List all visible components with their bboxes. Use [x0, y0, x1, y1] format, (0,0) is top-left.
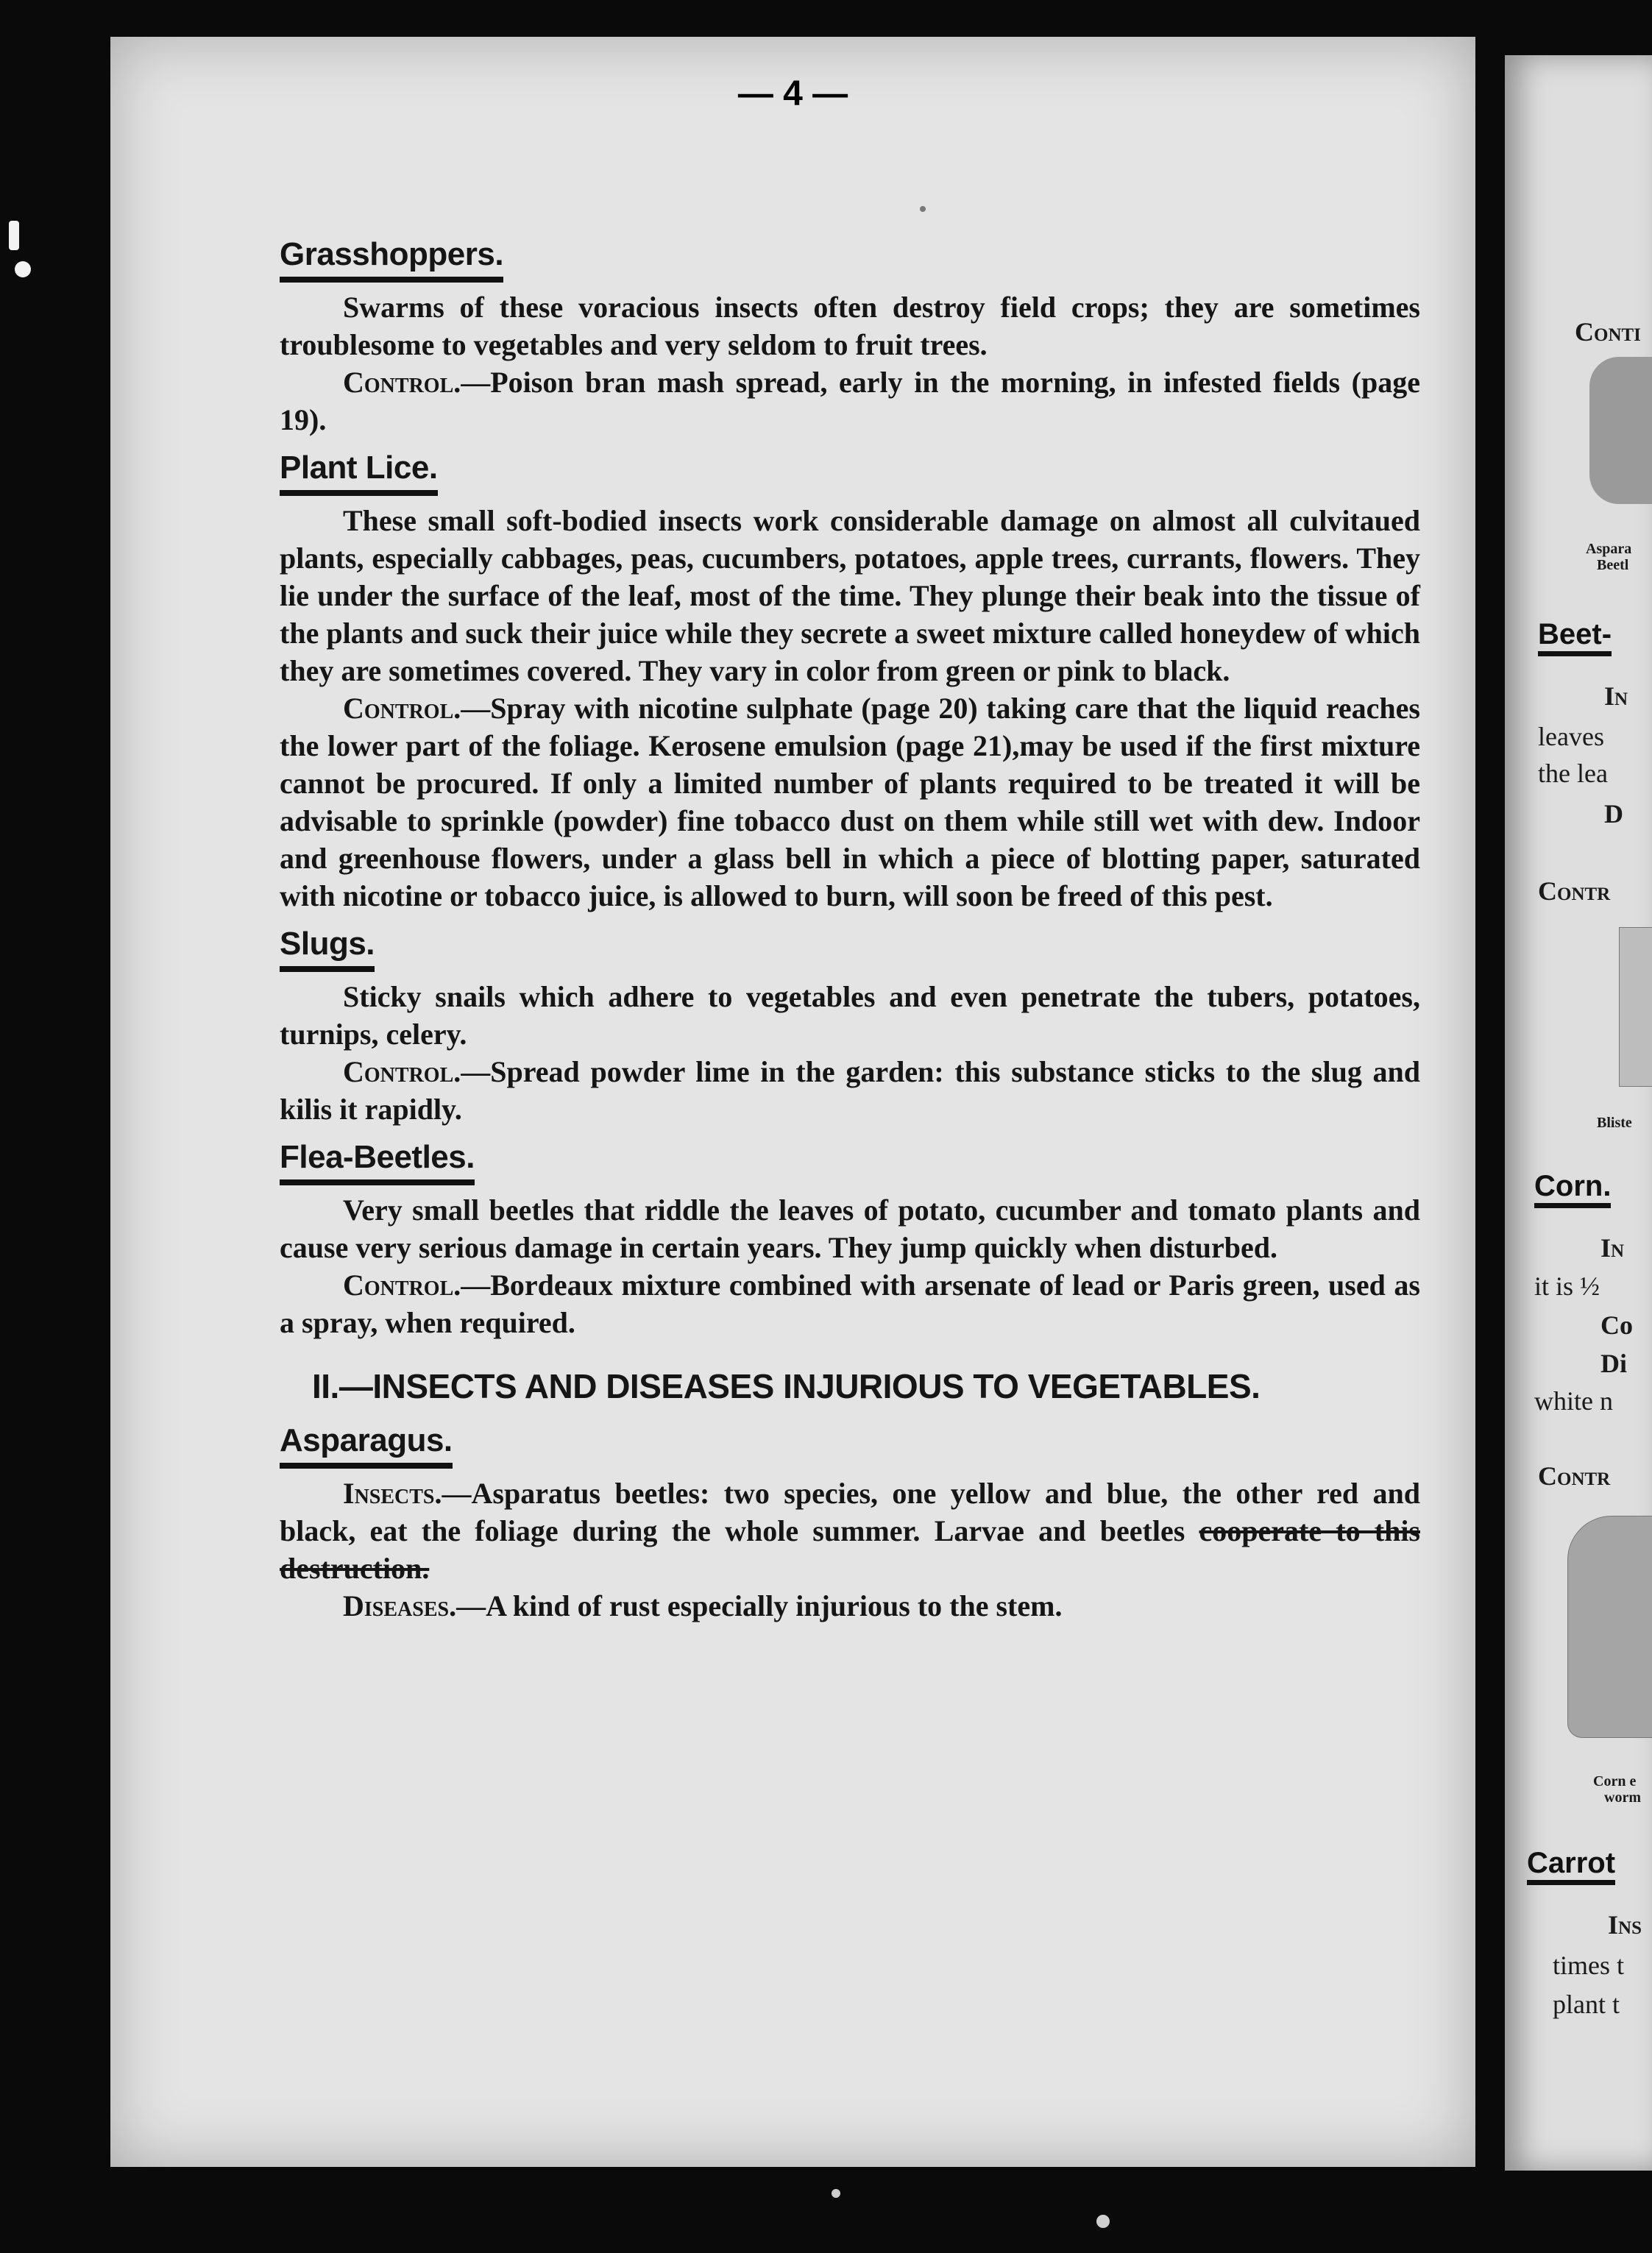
right-line-it-is: it is ½: [1534, 1271, 1600, 1301]
section-description: Very small beetles that riddle the leaves of potato, cucumber and tomato plants and cause very serious damage in certain years. They jump quickly when disturbed.: [280, 1193, 1420, 1264]
section-control: [280, 689, 1420, 915]
scan-speck: [832, 2189, 840, 2198]
right-line-d: D: [1604, 799, 1623, 829]
insects-text: —Asparatus beetles: two species, one yellow and blue, the other red and black, eat the foliage during the whole summer. Larvae and beetles: [280, 1477, 1420, 1547]
control-label: Control.: [343, 1269, 461, 1302]
section-control: [280, 1053, 1420, 1128]
section-flea-beetles: [280, 1138, 1420, 1341]
right-control-3: Contr: [1538, 1461, 1611, 1491]
right-heading-corn: Corn.: [1534, 1170, 1611, 1208]
scan-speck: [1096, 2215, 1110, 2228]
diseases-label: Diseases.: [343, 1589, 457, 1622]
scan-speck: [15, 261, 31, 277]
control-text: —Bordeaux mixture combined with arsenate of lead or Paris green, used as a spray, when required.: [280, 1269, 1420, 1339]
section-heading: Plant Lice.: [280, 449, 438, 496]
asparagus-diseases: [280, 1587, 1420, 1625]
corn-earworm-figure: [1567, 1516, 1652, 1738]
adjacent-page-strip: [1505, 55, 1652, 2171]
part-title: II.—INSECTS AND DISEASES INJURIOUS TO VEGETABLES.: [312, 1367, 1261, 1405]
right-line-in-2: In: [1600, 1233, 1625, 1263]
diseases-text: —A kind of rust especially injurious to the stem.: [456, 1589, 1063, 1622]
section-plant-lice: [280, 449, 1420, 915]
right-caption-3b: worm: [1604, 1789, 1641, 1806]
section-heading: Slugs.: [280, 925, 375, 972]
control-label: Control.: [343, 366, 461, 399]
right-line-plant: plant t: [1553, 1990, 1620, 2019]
control-text: —Poison bran mash spread, early in the morning, in infested fields (page 19).: [280, 366, 1420, 436]
section-grasshoppers: [280, 235, 1420, 439]
right-line-times: times t: [1553, 1951, 1624, 1980]
scan-speck: [9, 221, 19, 250]
asparagus-insects: [280, 1475, 1420, 1587]
right-heading-beet: Beet-: [1538, 618, 1612, 656]
section-control: [280, 363, 1420, 439]
section-slugs: [280, 925, 1420, 1128]
section-heading: Flea-Beetles.: [280, 1138, 475, 1185]
scanned-page: [110, 37, 1475, 2167]
control-text: —Spread powder lime in the garden: this substance sticks to the slug and kilis it rapidly.: [280, 1055, 1420, 1126]
right-control-2: Contr: [1538, 876, 1611, 906]
right-line-leaves: leaves: [1538, 722, 1604, 751]
right-heading-carrot: Carrot: [1527, 1847, 1615, 1885]
section-description: These small soft-bodied insects work considerable damage on almost all culvitaued plants, especially cabbages, peas, cucumbers, potatoes, apple trees, currants, flowers. They lie under the surface of the leaf, most of the time. They plunge their beak into the tissue of the plants and suck their juice while they secrete a sweet mixture called honeydew of which they are sometimes covered. They vary in color from green or pink to black.: [280, 504, 1420, 687]
page-content: [280, 235, 1420, 1635]
right-line-ins: Ins: [1608, 1910, 1642, 1940]
section-heading: Grasshoppers.: [280, 235, 503, 283]
section-description: Swarms of these voracious insects often destroy field crops; they are sometimes troublesome to vegetables and very seldom to fruit trees.: [280, 291, 1420, 361]
right-caption-1b: Beetl: [1597, 557, 1629, 573]
right-line-di: Di: [1600, 1349, 1627, 1378]
blister-beetle-figure: [1619, 927, 1652, 1087]
beetle-figure: [1589, 357, 1652, 504]
insects-text-struck: cooperate to this destruction.: [280, 1514, 1420, 1585]
insects-label: Insects.: [343, 1477, 442, 1510]
scan-speck: [920, 206, 926, 212]
control-text: —Spray with nicotine sulphate (page 20) taking care that the liquid reaches the lower part of the foliage. Kerosene emulsion (page 21),may be used if the first mixture cannot be procured. If only a limited number of plants required to be treated it will be advisable to sprinkle (powder) fine tobacco dust on them while still wet with dew. Indoor and greenhouse flowers, under a glass bell in which a piece of blotting paper, saturated with nicotine or tobacco juice, is allowed to burn, will soon be freed of this pest.: [280, 692, 1420, 912]
control-label: Control.: [343, 692, 461, 725]
right-line-in-1: In: [1604, 681, 1628, 711]
right-caption-1a: Aspara: [1586, 541, 1632, 557]
section-heading: Asparagus.: [280, 1422, 453, 1469]
right-control-1: Conti: [1575, 317, 1641, 347]
section-description: Sticky snails which adhere to vegetables and even penetrate the tubers, potatoes, turnips, celery.: [280, 980, 1420, 1051]
right-line-the-lea: the lea: [1538, 759, 1608, 788]
right-line-co: Co: [1600, 1310, 1633, 1340]
right-caption-3a: Corn e: [1593, 1773, 1637, 1789]
right-line-white: white n: [1534, 1386, 1613, 1416]
section-asparagus: [280, 1422, 1420, 1625]
page-number: — 4 —: [737, 74, 848, 113]
right-caption-2: Bliste: [1597, 1115, 1632, 1131]
control-label: Control.: [343, 1055, 461, 1088]
section-control: [280, 1266, 1420, 1341]
